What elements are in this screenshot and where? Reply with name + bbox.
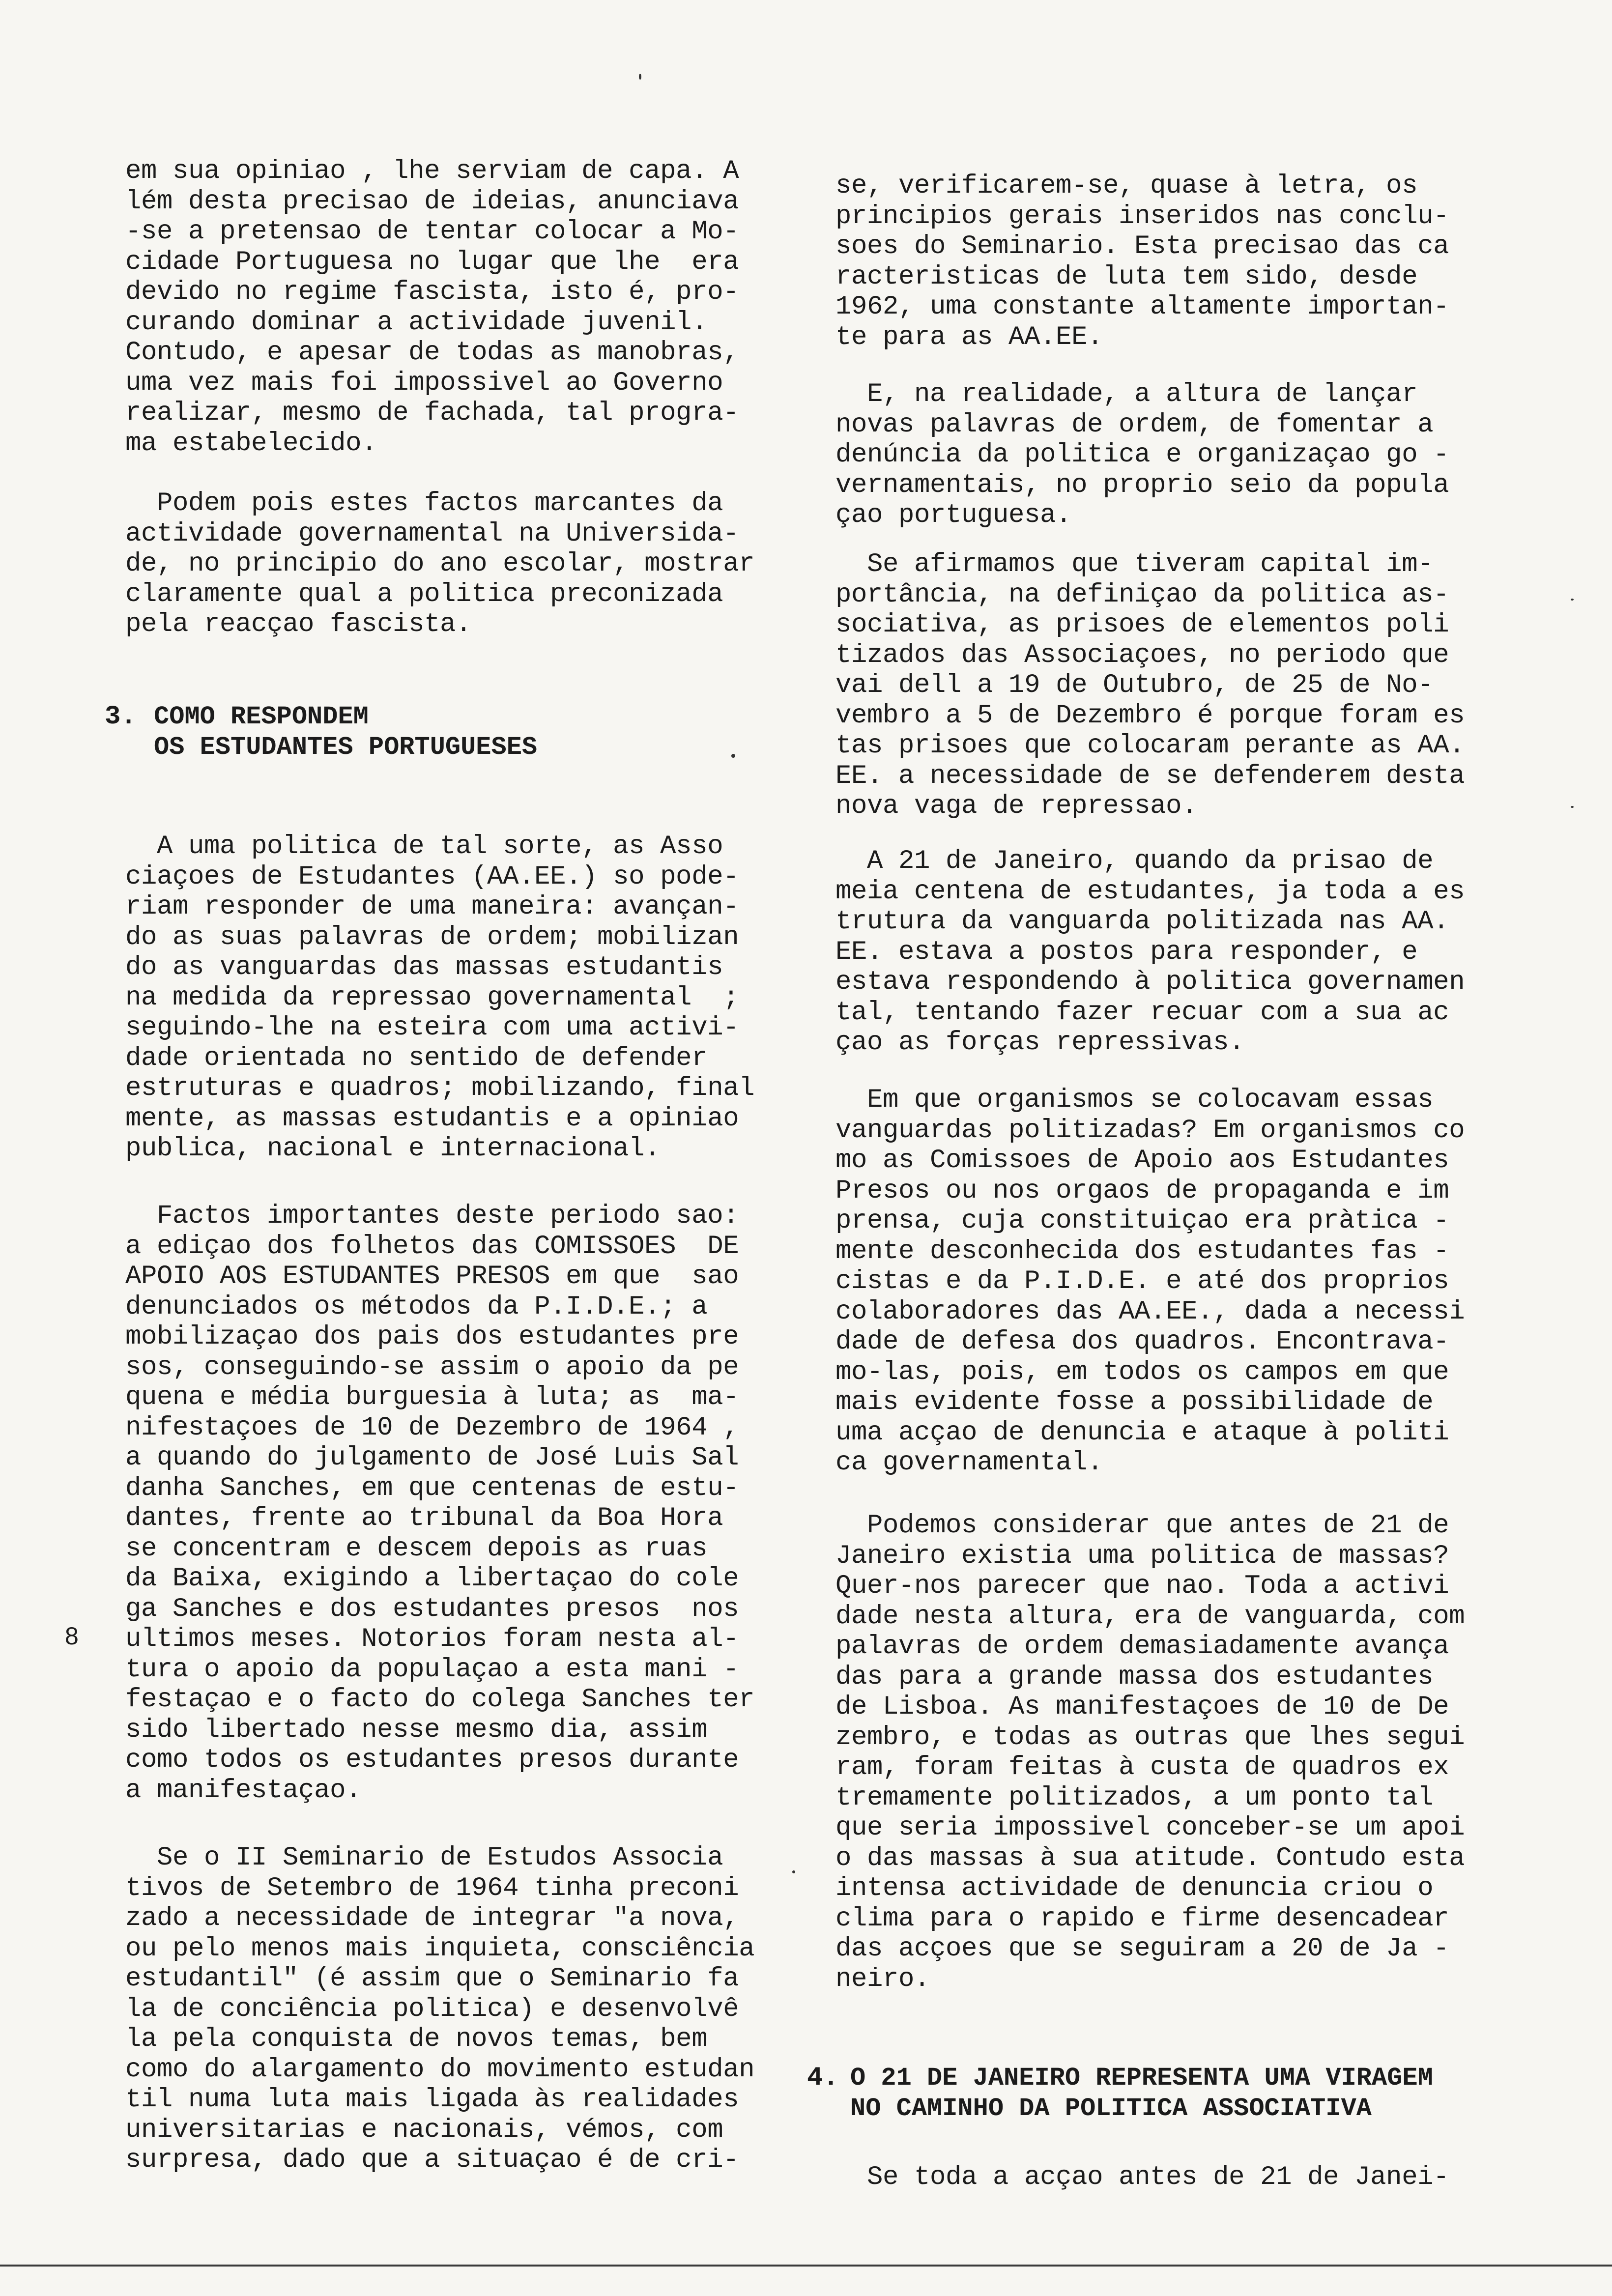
- scan-speck: [731, 754, 735, 758]
- right-paragraph-7: Se toda a acçao antes de 21 de Janei-: [835, 2162, 1449, 2192]
- scan-speck: [792, 1870, 795, 1873]
- scan-speck: [639, 74, 641, 80]
- section-4-number: 4.: [807, 2063, 839, 2093]
- page-number: 8: [65, 1622, 79, 1650]
- left-paragraph-2: Podem pois estes factos marcantes da actividade governamental na Universida- de, no principio do ano escolar, mostrar claramente qual a politica preconizada pela reacçao fascista.: [125, 488, 755, 639]
- scan-speck: [1571, 806, 1574, 808]
- page-bottom-rule: [0, 2265, 1612, 2267]
- right-paragraph-3: Se afirmamos que tiveram capital im- portância, na definiçao da politica as- sociativa, as prisoes de elementos poli tizados das Associaçoes, no periodo que vai dell a 19 de Outubro, de 25 de No- vembro a 5 de Dezembro é porque foram es tas prisoes que colocaram perante as AA. EE. a necessidade de se defenderem desta nova vaga de repressao.: [835, 549, 1465, 821]
- right-paragraph-2: E, na realidade, a altura de lançar novas palavras de ordem, de fomentar a denúncia da politica e organizaçao go - vernamentais, no proprio seio da popula çao portuguesa.: [835, 379, 1449, 530]
- left-paragraph-1: em sua opiniao , lhe serviam de capa. A lém desta precisao de ideias, anunciava -se a pretensao de tentar colocar a Mo- cidade Portuguesa no lugar que lhe era devido no regime fascista, isto é, pro- curando dominar a actividade juvenil. Contudo, e apesar de todas as manobras, uma vez mais foi impossivel ao Governo realizar, mesmo de fachada, tal progra- ma estabelecido.: [125, 156, 739, 459]
- right-paragraph-5: Em que organismos se colocavam essas vanguardas politizadas? Em organismos co mo as Comissoes de Apoio aos Estudantes Presos ou nos orgaos de propaganda e im prensa, cuja constituiçao era pràtica - mente desconhecida dos estudantes fas - cistas e da P.I.D.E. e até dos proprios colaboradores das AA.EE., dada a necessi dade de defesa dos quadros. Encontrava- mo-las, pois, em todos os campos em que mais evidente fosse a possibilidade de uma acçao de denuncia e ataque à politi ca governamental.: [835, 1085, 1465, 1478]
- right-paragraph-4: A 21 de Janeiro, quando da prisao de meia centena de estudantes, ja toda a es trutura da vanguarda politizada nas AA. EE. estava a postos para responder, e estava respondendo à politica governamen tal, tentando fazer recuar com a sua ac çao as forças repressivas.: [835, 846, 1465, 1058]
- section-3-title: COMO RESPONDEM OS ESTUDANTES PORTUGUESES: [154, 702, 538, 762]
- left-paragraph-3: A uma politica de tal sorte, as Asso ciaçoes de Estudantes (AA.EE.) so pode- riam responder de uma maneira: avançan- do as suas palavras de ordem; mobilizan do as vanguardas das massas estudantis na medida da repressao governamental ; seguindo-lhe na esteira com uma activi- dade orientada no sentido de defender estruturas e quadros; mobilizando, final mente, as massas estudantis e a opiniao publica, nacional e internacional.: [125, 832, 755, 1164]
- left-paragraph-4: Factos importantes deste periodo sao: a ediçao dos folhetos das COMISSOES DE APOIO AOS ESTUDANTES PRESOS em que sao denunciados os métodos da P.I.D.E.; a mobilizaçao dos pais dos estudantes pre sos, conseguindo-se assim o apoio da pe quena e média burguesia à luta; as ma- nifestaçoes de 10 de Dezembro de 1964 , a quando do julgamento de José Luis Sal danha Sanches, em que centenas de estu- dantes, frente ao tribunal da Boa Hora se concentram e descem depois as ruas da Baixa, exigindo a libertaçao do cole ga Sanches e dos estudantes presos nos ultimos meses. Notorios foram nesta al- tura o apoio da populaçao a esta mani - festaçao e o facto do colega Sanches ter sido libertado nesse mesmo dia, assim como todos os estudantes presos durante a manifestaçao.: [125, 1201, 755, 1806]
- right-paragraph-1: se, verificarem-se, quase à letra, os principios gerais inseridos nas conclu- soes do Seminario. Esta precisao das ca racteristicas de luta tem sido, desde 1962, uma constante altamente importan- te para as AA.EE.: [835, 171, 1449, 352]
- right-paragraph-6: Podemos considerar que antes de 21 de Janeiro existia uma politica de massas? Quer-nos parecer que nao. Toda a activi dade nesta altura, era de vanguarda, com palavras de ordem demasiadamente avança das para a grande massa dos estudantes de Lisboa. As manifestaçoes de 10 de De zembro, e todas as outras que lhes segui ram, foram feitas à custa de quadros ex tremamente politizados, a um ponto tal que seria impossivel conceber-se um apoi o das massas à sua atitude. Contudo esta intensa actividade de denuncia criou o clima para o rapido e firme desencadear das acçoes que se seguiram a 20 de Ja - neiro.: [835, 1511, 1465, 1994]
- left-paragraph-5: Se o II Seminario de Estudos Associa tivos de Setembro de 1964 tinha preconi zado a necessidade de integrar "a nova, ou pelo menos mais inquieta, consciência estudantil" (é assim que o Seminario fa la de conciência politica) e desenvolvê la pela conquista de novos temas, bem como do alargamento do movimento estudan til numa luta mais ligada às realidades universitarias e nacionais, vémos, com surpresa, dado que a situaçao é de cri-: [125, 1843, 755, 2175]
- section-4-title: O 21 DE JANEIRO REPRESENTA UMA VIRAGEM NO CAMINHO DA POLITICA ASSOCIATIVA: [850, 2064, 1433, 2123]
- section-3-number: 3.: [105, 702, 137, 732]
- scan-speck: [1571, 599, 1574, 601]
